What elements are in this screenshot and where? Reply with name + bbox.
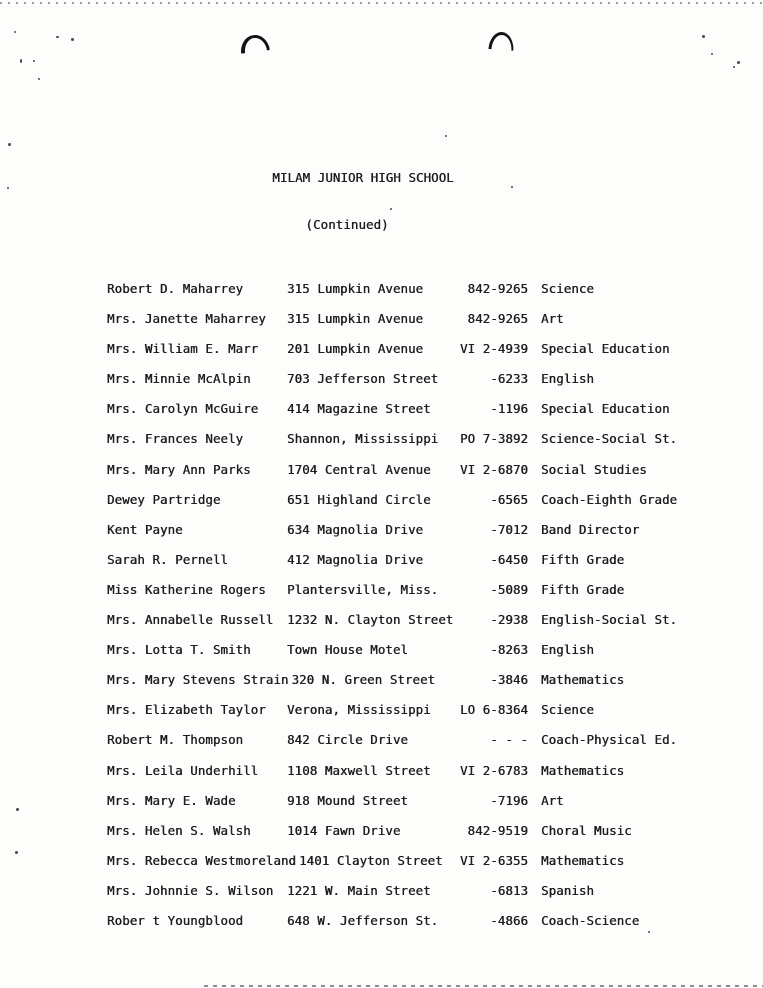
staff-phone: PO 7-3892 [459,431,528,447]
staff-address: 1401 Clayton Street [299,852,443,868]
scan-edge-dots-top [0,2,763,6]
staff-address: 1232 N. Clayton Street [287,612,454,628]
staff-phone: -6813 [490,882,528,898]
staff-name: Mrs. Johnnie S. Wilson [107,882,274,898]
staff-subject: Mathematics [541,762,625,778]
staff-name: Mrs. Mary E. Wade [107,792,236,808]
staff-subject: English [541,371,594,387]
table-row [107,756,691,786]
table-row [107,274,691,304]
staff-address: 1014 Fawn Drive [287,822,401,838]
staff-phone: -7012 [490,521,528,537]
staff-phone: VI 2-6355 [459,852,528,868]
staff-address: Verona, Mississippi [287,702,431,718]
staff-name: Mrs. Elizabeth Taylor [107,702,266,718]
staff-subject: English-Social St. [541,612,678,628]
staff-name: Dewey Partridge [107,491,221,507]
staff-subject: Art [541,792,564,808]
staff-address: 320 N. Green Street [291,672,436,688]
staff-subject: Social Studies [541,461,647,477]
staff-subject: Mathematics [541,672,625,688]
staff-phone: -4866 [490,912,528,928]
table-row [107,575,691,605]
school-name: MILAM JUNIOR HIGH SCHOOL [272,170,454,185]
scan-speck [16,808,19,811]
staff-address: 648 W. Jefferson St. [287,912,439,928]
staff-subject: Coach-Eighth Grade [541,491,678,507]
staff-address: 842 Circle Drive [287,732,408,748]
staff-phone: 842-9265 [467,281,528,296]
staff-subject: Mathematics [541,852,625,868]
table-row [107,394,691,424]
staff-name: Kent Payne [107,521,183,537]
table-row [107,635,691,665]
scan-speck [733,66,735,68]
scan-speck [33,60,35,62]
staff-phone: -5089 [490,581,528,597]
table-row [107,334,691,364]
staff-subject: Coach-Science [541,912,640,928]
staff-name: Mrs. Helen S. Walsh [107,822,251,838]
scan-speck [20,59,22,63]
scan-speck [71,38,74,41]
scan-speck [56,36,59,38]
staff-directory-list [107,244,691,966]
staff-subject: Choral Music [541,822,632,838]
staff-address: 703 Jefferson Street [287,371,439,387]
table-row [107,485,691,515]
table-row [107,364,691,394]
staff-name: Mrs. Minnie McAlpin [107,371,251,387]
binder-arc-right-icon [488,31,514,51]
continued-label: (Continued) [305,216,389,232]
table-row [107,786,691,816]
staff-phone: 842-9519 [467,822,528,838]
staff-phone: VI 2-4939 [459,341,528,357]
staff-subject: Band Director [541,521,640,537]
staff-address: Town House Motel [287,642,408,658]
staff-address: 201 Lumpkin Avenue [287,341,424,357]
staff-phone: 842-9265 [467,311,528,327]
staff-address: 315 Lumpkin Avenue [287,311,424,327]
table-row [107,515,691,545]
scan-speck [737,61,740,64]
staff-address: 634 Magnolia Drive [287,521,424,537]
staff-subject: Science [541,702,594,718]
table-row [107,424,691,454]
staff-name: Mrs. Rebecca Westmoreland [107,852,296,868]
staff-name: Mrs. Leila Underhill [107,762,259,778]
table-row [107,304,691,334]
scan-speck [445,135,447,137]
table-row [107,695,691,725]
staff-name: Mrs. William E. Marr [107,341,259,357]
staff-name: Robert M. Thompson [107,732,244,748]
staff-phone: -1196 [490,401,528,417]
staff-phone: -6450 [490,551,528,567]
scan-edge-dots-bottom [204,984,763,987]
binder-arc-left-icon [239,33,270,53]
staff-address: 651 Highland Circle [287,491,431,507]
staff-address: Plantersville, Miss. [287,581,439,597]
staff-phone: LO 6-8364 [459,702,528,718]
table-row [107,605,691,635]
table-row [107,816,691,846]
staff-subject: Coach-Physical Ed. [541,732,678,748]
staff-address: 1108 Maxwell Street [287,762,431,778]
staff-phone: VI 2-6783 [459,762,528,778]
staff-address: 918 Mound Street [287,792,408,808]
table-row [107,725,691,755]
staff-name: Miss Katherine Rogers [107,581,266,597]
table-row [107,455,691,485]
table-row [107,545,691,575]
table-row [107,846,691,876]
staff-subject: Special Education [541,401,670,417]
staff-name: Robert D. Maharrey [107,281,244,296]
staff-name: Mrs. Mary Stevens Strain [107,672,289,688]
staff-subject: Spanish [541,882,594,898]
staff-phone: - - - [490,732,528,748]
table-row [107,876,691,906]
staff-address: 414 Magazine Street [287,401,431,417]
staff-phone: VI 2-6870 [459,461,528,477]
staff-subject: Fifth Grade [541,581,625,597]
staff-address: 412 Magnolia Drive [287,551,424,567]
staff-name: Rober t Youngblood [107,912,244,928]
staff-address: 1704 Central Avenue [287,461,431,477]
staff-name: Mrs. Mary Ann Parks [107,461,251,477]
staff-subject: English [541,642,594,658]
scan-speck [702,35,705,38]
staff-name: Mrs. Annabelle Russell [107,612,274,628]
table-row [107,665,691,695]
staff-subject: Science [541,281,594,296]
staff-address: 315 Lumpkin Avenue [287,281,424,296]
staff-phone: -6233 [490,371,528,387]
staff-subject: Art [541,311,564,327]
scan-speck [38,78,40,80]
scan-speck [711,53,713,55]
staff-phone: -6565 [490,491,528,507]
scan-speck [15,851,18,854]
table-row [107,906,691,936]
staff-address: 1221 W. Main Street [287,882,431,898]
staff-name: Mrs. Frances Neely [107,431,244,447]
staff-phone: -7196 [490,792,528,808]
staff-subject: Special Education [541,341,670,357]
staff-name: Sarah R. Pernell [107,551,228,567]
staff-phone: -3846 [490,672,528,688]
directory-rows [107,274,691,936]
staff-subject: Science-Social St. [541,431,678,447]
scan-speck [14,31,16,33]
staff-name: Mrs. Janette Maharrey [107,311,266,327]
staff-name: Mrs. Carolyn McGuire [107,401,259,417]
staff-phone: -2938 [490,612,528,628]
staff-phone: -8263 [490,642,528,658]
staff-subject: Fifth Grade [541,551,625,567]
staff-name: Mrs. Lotta T. Smith [107,642,251,658]
staff-address: Shannon, Mississippi [287,431,439,447]
